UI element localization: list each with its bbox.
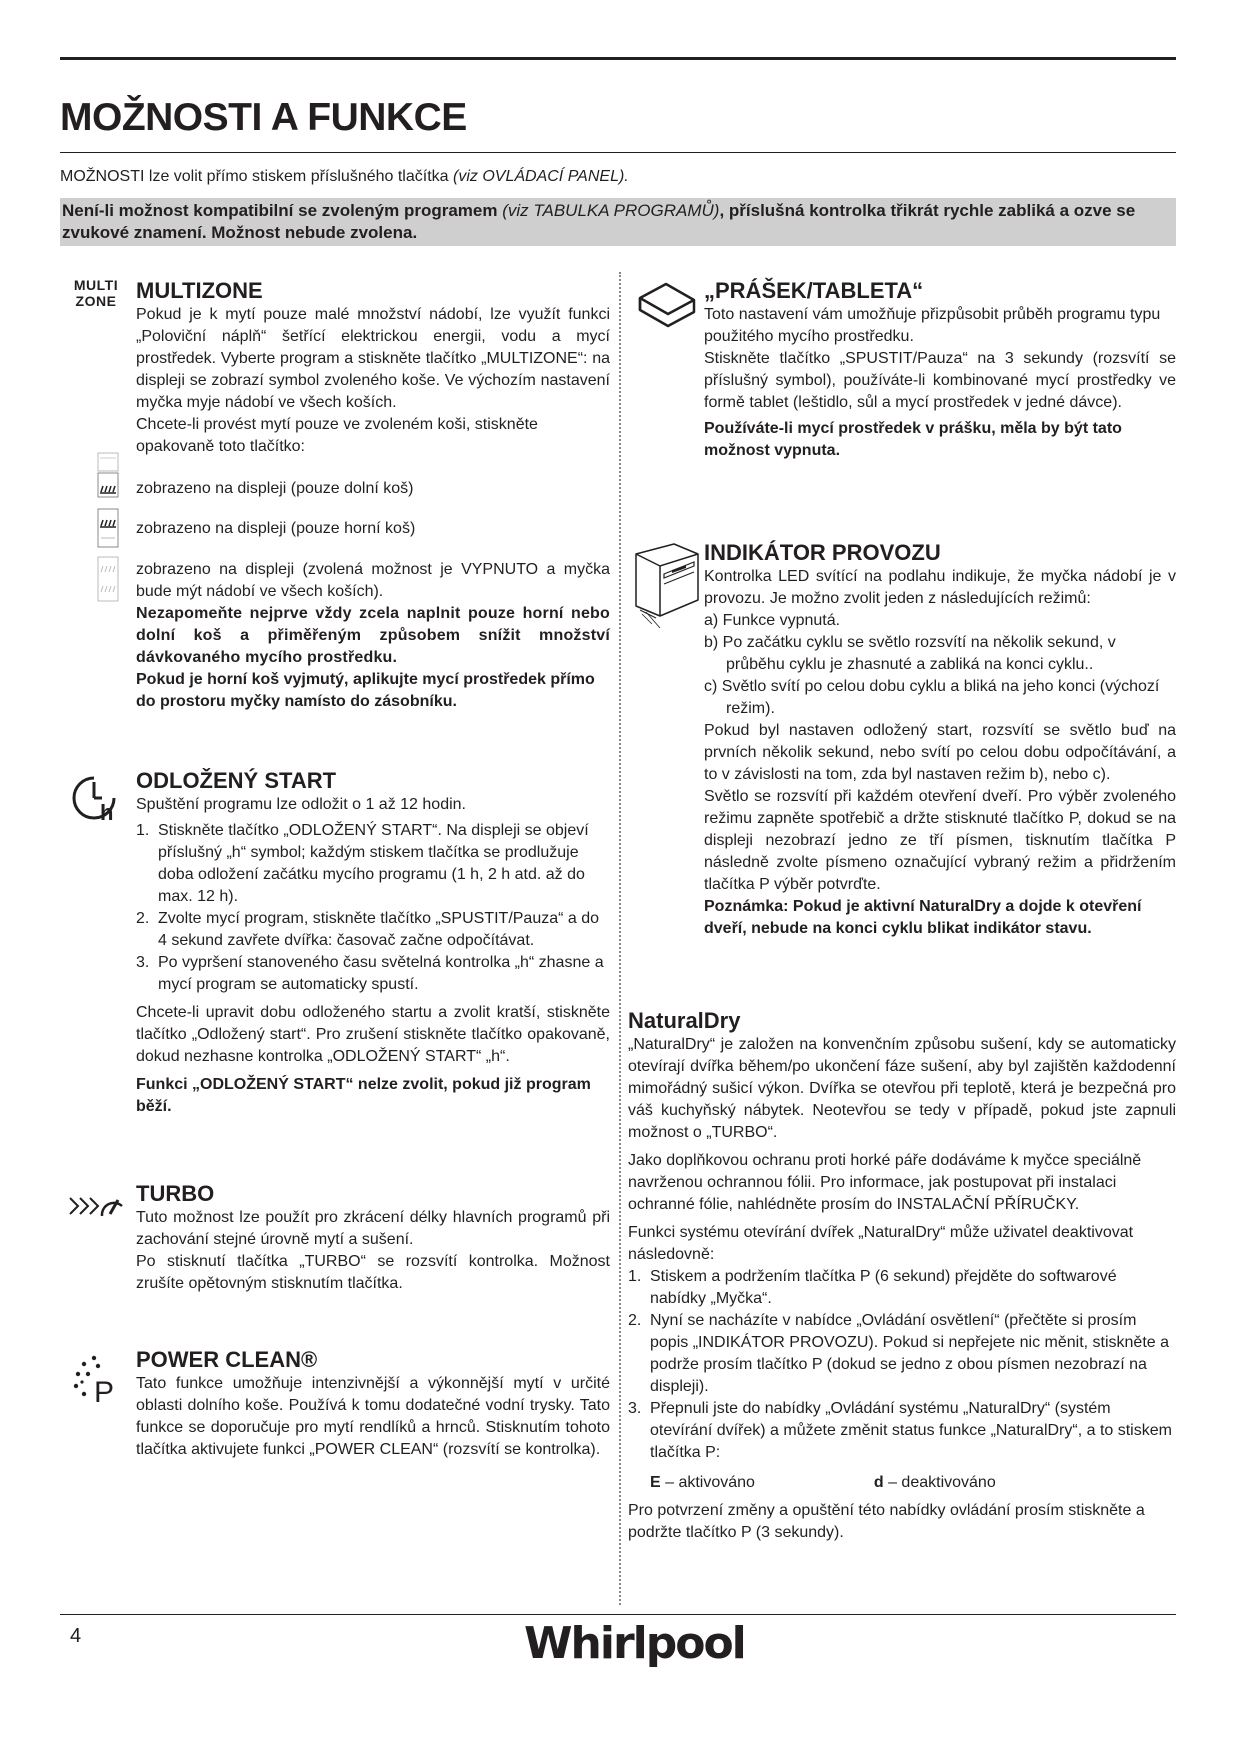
- powder-bold: Používáte-li mycí prostředek v prášku, měla by být tato možnost vypnuta.: [704, 420, 1122, 459]
- top-rule: [60, 57, 1176, 60]
- multizone-logo: MULTI ZONE: [73, 277, 119, 309]
- multizone-heading: MULTIZONE: [136, 278, 263, 303]
- delay-section: [136, 768, 610, 1118]
- indicator-p1: Kontrolka LED svítící na podlahu indikuje, že myčka nádobí je v provozu. Je možno zvolit jeden z následujících režimů:: [704, 568, 1176, 607]
- compatibility-warning: Není-li možnost kompatibilní se zvoleným programem (viz TABULKA PROGRAMŮ), příslušná kontrolka třikrát rychle zabliká a ozve se zvukové znamení. Možnost nebude zvolena.: [60, 198, 1176, 246]
- delay-step-3: 3. Po vypršení stanoveného času světelná kontrolka „h“ zhasne a mycí program se automaticky spustí.: [136, 954, 604, 993]
- naturaldry-step-3: 3. Přepnuli jste do nabídky „Ovládání systému „NaturalDry“ (systém otevírání dvířek) a můžete změnit status funkce „NaturalDry“, a to stiskem tlačítka P:: [628, 1400, 1172, 1461]
- power-clean-p1: Tato funkce umožňuje intenzivnější a výkonnější mytí v určité oblasti dolního koše. Používá k tomu dodatečné vodní trysky. Tato funkce se doporučuje pro mytí rendlíků a hrnců. Stisknutím tohoto tlačítka aktivujete funkci „POWER CLEAN“ (rozsvítí se kontrolka).: [136, 1375, 610, 1458]
- delay-p2: Chcete-li upravit dobu odloženého startu a zvolit kratší, stiskněte tlačítko „Odložený start“. Pro zrušení stiskněte tlačítko opakovaně, dokud nezhasne kontrolka „ODLOŽENÝ START“ „h“.: [136, 1004, 610, 1065]
- tablet-icon: [636, 280, 698, 333]
- basket-upper-icon: [97, 508, 119, 553]
- multizone-option-1: zobrazeno na displeji (pouze dolní koš): [136, 480, 414, 497]
- multizone-p1: Pokud je k mytí pouze malé množství nádobí, lze využít funkci „Poloviční náplň“ šetřící elektrickou energii, vodu a mycí prostředek. Vyberte program a stiskněte tlačítko „MULTIZONE“: na displeji se zobrazí symbol zvoleného koše. Ve výchozím nastavení myčka myje nádobí ve všech koších.: [136, 306, 610, 411]
- naturaldry-status-row: E – aktivováno d – deaktivováno: [650, 1474, 996, 1491]
- multizone-p2: Chcete-li provést mytí pouze ve zvoleném koši, stiskněte opakovaně toto tlačítko:: [136, 416, 538, 455]
- whirlpool-logo: Whirlpool: [524, 1618, 745, 1669]
- powder-p1: Toto nastavení vám umožňuje přizpůsobit průběh programu typu použitého mycího prostředku.: [704, 306, 1161, 345]
- page-title: MOŽNOSTI A FUNKCE: [60, 96, 467, 139]
- column-divider: [619, 272, 621, 1605]
- power-clean-heading: POWER CLEAN®: [136, 1347, 318, 1372]
- delay-p1: Spuštění programu lze odložit o 1 až 12 hodin.: [136, 796, 466, 813]
- basket-both-off-icon: [97, 556, 119, 607]
- multizone-option-2: zobrazeno na displeji (pouze horní koš): [136, 520, 416, 537]
- naturaldry-p2: Jako doplňkovou ochranu proti horké páře dodáváme k myčce speciálně navrženou ochrannou fólii. Pro informace, jak postupovat při instalaci ochranné fólie, nahlédněte prosím do INSTALAČNÍ PŘÍRUČKY.: [628, 1152, 1142, 1213]
- naturaldry-p3: Funkci systému otevírání dvířek „NaturalDry“ může uživatel deaktivovat následovně:: [628, 1224, 1134, 1263]
- indicator-mode-b: b) Po začátku cyklu se světlo rozsvítí na několik sekund, v průběhu cyklu je zhasnuté a zabliká na konci cyklu..: [704, 634, 1116, 673]
- title-rule: [60, 152, 1176, 153]
- intro-text: MOŽNOSTI lze volit přímo stiskem příslušného tlačítka (viz OVLÁDACÍ PANEL).: [60, 168, 629, 185]
- turbo-p2: Po stisknutí tlačítka „TURBO“ se rozsvítí kontrolka. Možnost zrušíte opětovným stisknutím tlačítka.: [136, 1253, 610, 1292]
- footer-rule: [60, 1614, 1176, 1615]
- naturaldry-section: [628, 1008, 1176, 1544]
- naturaldry-step-1: 1. Stiskem a podržením tlačítka P (6 sekund) přejděte do softwarové nabídky „Myčka“.: [628, 1268, 1117, 1307]
- naturaldry-steps: [628, 1266, 1176, 1464]
- naturaldry-p4: Pro potvrzení změny a opuštění této nabídky ovládání prosím stiskněte a podržte tlačítko P (3 sekundy).: [628, 1502, 1145, 1541]
- turbo-section: [136, 1181, 610, 1295]
- basket-lower-icon: [97, 472, 119, 503]
- multizone-bold-1: Nezapomeňte nejprve vždy zcela naplnit pouze horní nebo dolní koš a přiměřeným způsobem snížit množství dávkovaného mycího prostředku.: [136, 605, 610, 666]
- dishwasher-icon: [628, 540, 700, 637]
- delay-start-icon: [70, 772, 120, 829]
- powder-p2: Stiskněte tlačítko „SPUSTIT/Pauza“ na 3 sekundy (rozsvítí se příslušný symbol), používáte-li kombinované mycí prostředky ve formě tablet (leštidlo, sůl a mycí prostředek v jedné dávce).: [704, 350, 1176, 411]
- indicator-p2: Pokud byl nastaven odložený start, rozsvítí se světlo buď na prvních několik sekund, nebo svítí po celou dobu odpočítávání, a to v závislosti na tom, zda byl nastaven režim b), nebo c).: [704, 722, 1176, 783]
- multizone-option-3: zobrazeno na displeji (zvolená možnost je VYPNUTO a myčka bude mýt nádobí ve všech koších).: [136, 561, 610, 600]
- multizone-bold-2: Pokud je horní koš vyjmutý, aplikujte mycí prostředek přímo do prostoru myčky namísto do zásobníku.: [136, 671, 595, 710]
- indicator-modes: [704, 610, 1176, 720]
- indicator-p3: Světlo se rozsvítí při každém otevření dveří. Pro výběr zvoleného režimu zapněte spotřebič a držte stisknuté tlačítko P, dokud se na displeji nezobrazí jedno ze tří písmen, tisknutím tlačítka P následně zvolte písmeno označující vybraný režim a přidržením tlačítka P výběr potvrďte.: [704, 788, 1176, 893]
- naturaldry-step-2: 2. Nyní se nacházíte v nabídce „Ovládání osvětlení“ (přečtěte si prosím popis „INDIKÁTOR PROVOZU). Pokud si nepřejete nic měnit, stiskněte a podrže prosím tlačítko P (dokud se jedno z obou písmen nezobrazí na displeji).: [628, 1312, 1170, 1395]
- powder-heading: „PRÁŠEK/TABLETA“: [704, 278, 924, 303]
- power-clean-icon-letter: P: [94, 1376, 115, 1406]
- multizone-section: [136, 278, 610, 458]
- turbo-icon: [68, 1192, 124, 1225]
- powder-section: [704, 278, 1176, 462]
- turbo-p1: Tuto možnost lze použít pro zkrácení délky hlavních programů při zachování stejné úrovně mytí a sušení.: [136, 1209, 610, 1248]
- page-number: 4: [70, 1625, 82, 1647]
- delay-icon-letter: h: [100, 800, 114, 824]
- indicator-heading: INDIKÁTOR PROVOZU: [704, 540, 941, 565]
- indicator-mode-c: c) Světlo svítí po celou dobu cyklu a bliká na jeho konci (výchozí režim).: [704, 678, 1160, 717]
- turbo-heading: TURBO: [136, 1181, 215, 1206]
- power-clean-section: [136, 1347, 610, 1461]
- indicator-mode-a: a) Funkce vypnutá.: [704, 612, 841, 629]
- delay-step-2: 2. Zvolte mycí program, stiskněte tlačítko „SPUSTIT/Pauza“ a do 4 sekund zavřete dvířka: časovač začne odpočítávat.: [136, 910, 600, 949]
- indicator-bold: Poznámka: Pokud je aktivní NaturalDry a dojde k otevření dveří, nebude na konci cyklu blikat indikátor stavu.: [704, 898, 1142, 937]
- delay-steps: [136, 820, 610, 996]
- multizone-rest: [136, 559, 610, 713]
- naturaldry-heading: NaturalDry: [628, 1008, 741, 1033]
- indicator-section: [704, 540, 1176, 940]
- power-clean-icon: [72, 1354, 122, 1411]
- delay-step-1: 1. Stiskněte tlačítko „ODLOŽENÝ START“. Na displeji se objeví příslušný „h“ symbol; každým stiskem tlačítka se prodlužuje doba odložení začátku mycího programu (1 h, 2 h atd. až do max. 12 h).: [136, 822, 589, 905]
- delay-bold: Funkci „ODLOŽENÝ START“ nelze zvolit, pokud již program běží.: [136, 1076, 591, 1115]
- delay-heading: ODLOŽENÝ START: [136, 768, 337, 793]
- naturaldry-p1: „NaturalDry“ je založen na konvenčním způsobu sušení, kdy se automaticky otevírají dvířka během/po ukončení fáze sušení, aby byl zajištěn každodenní mimořádný sušicí výkon. Dvířka se otevřou při teplotě, která je bezpečná pro váš kuchyňský nábytek. Neotevřou se tedy v případě, pokud jste zapnuli možnost o „TURBO“.: [628, 1036, 1176, 1141]
